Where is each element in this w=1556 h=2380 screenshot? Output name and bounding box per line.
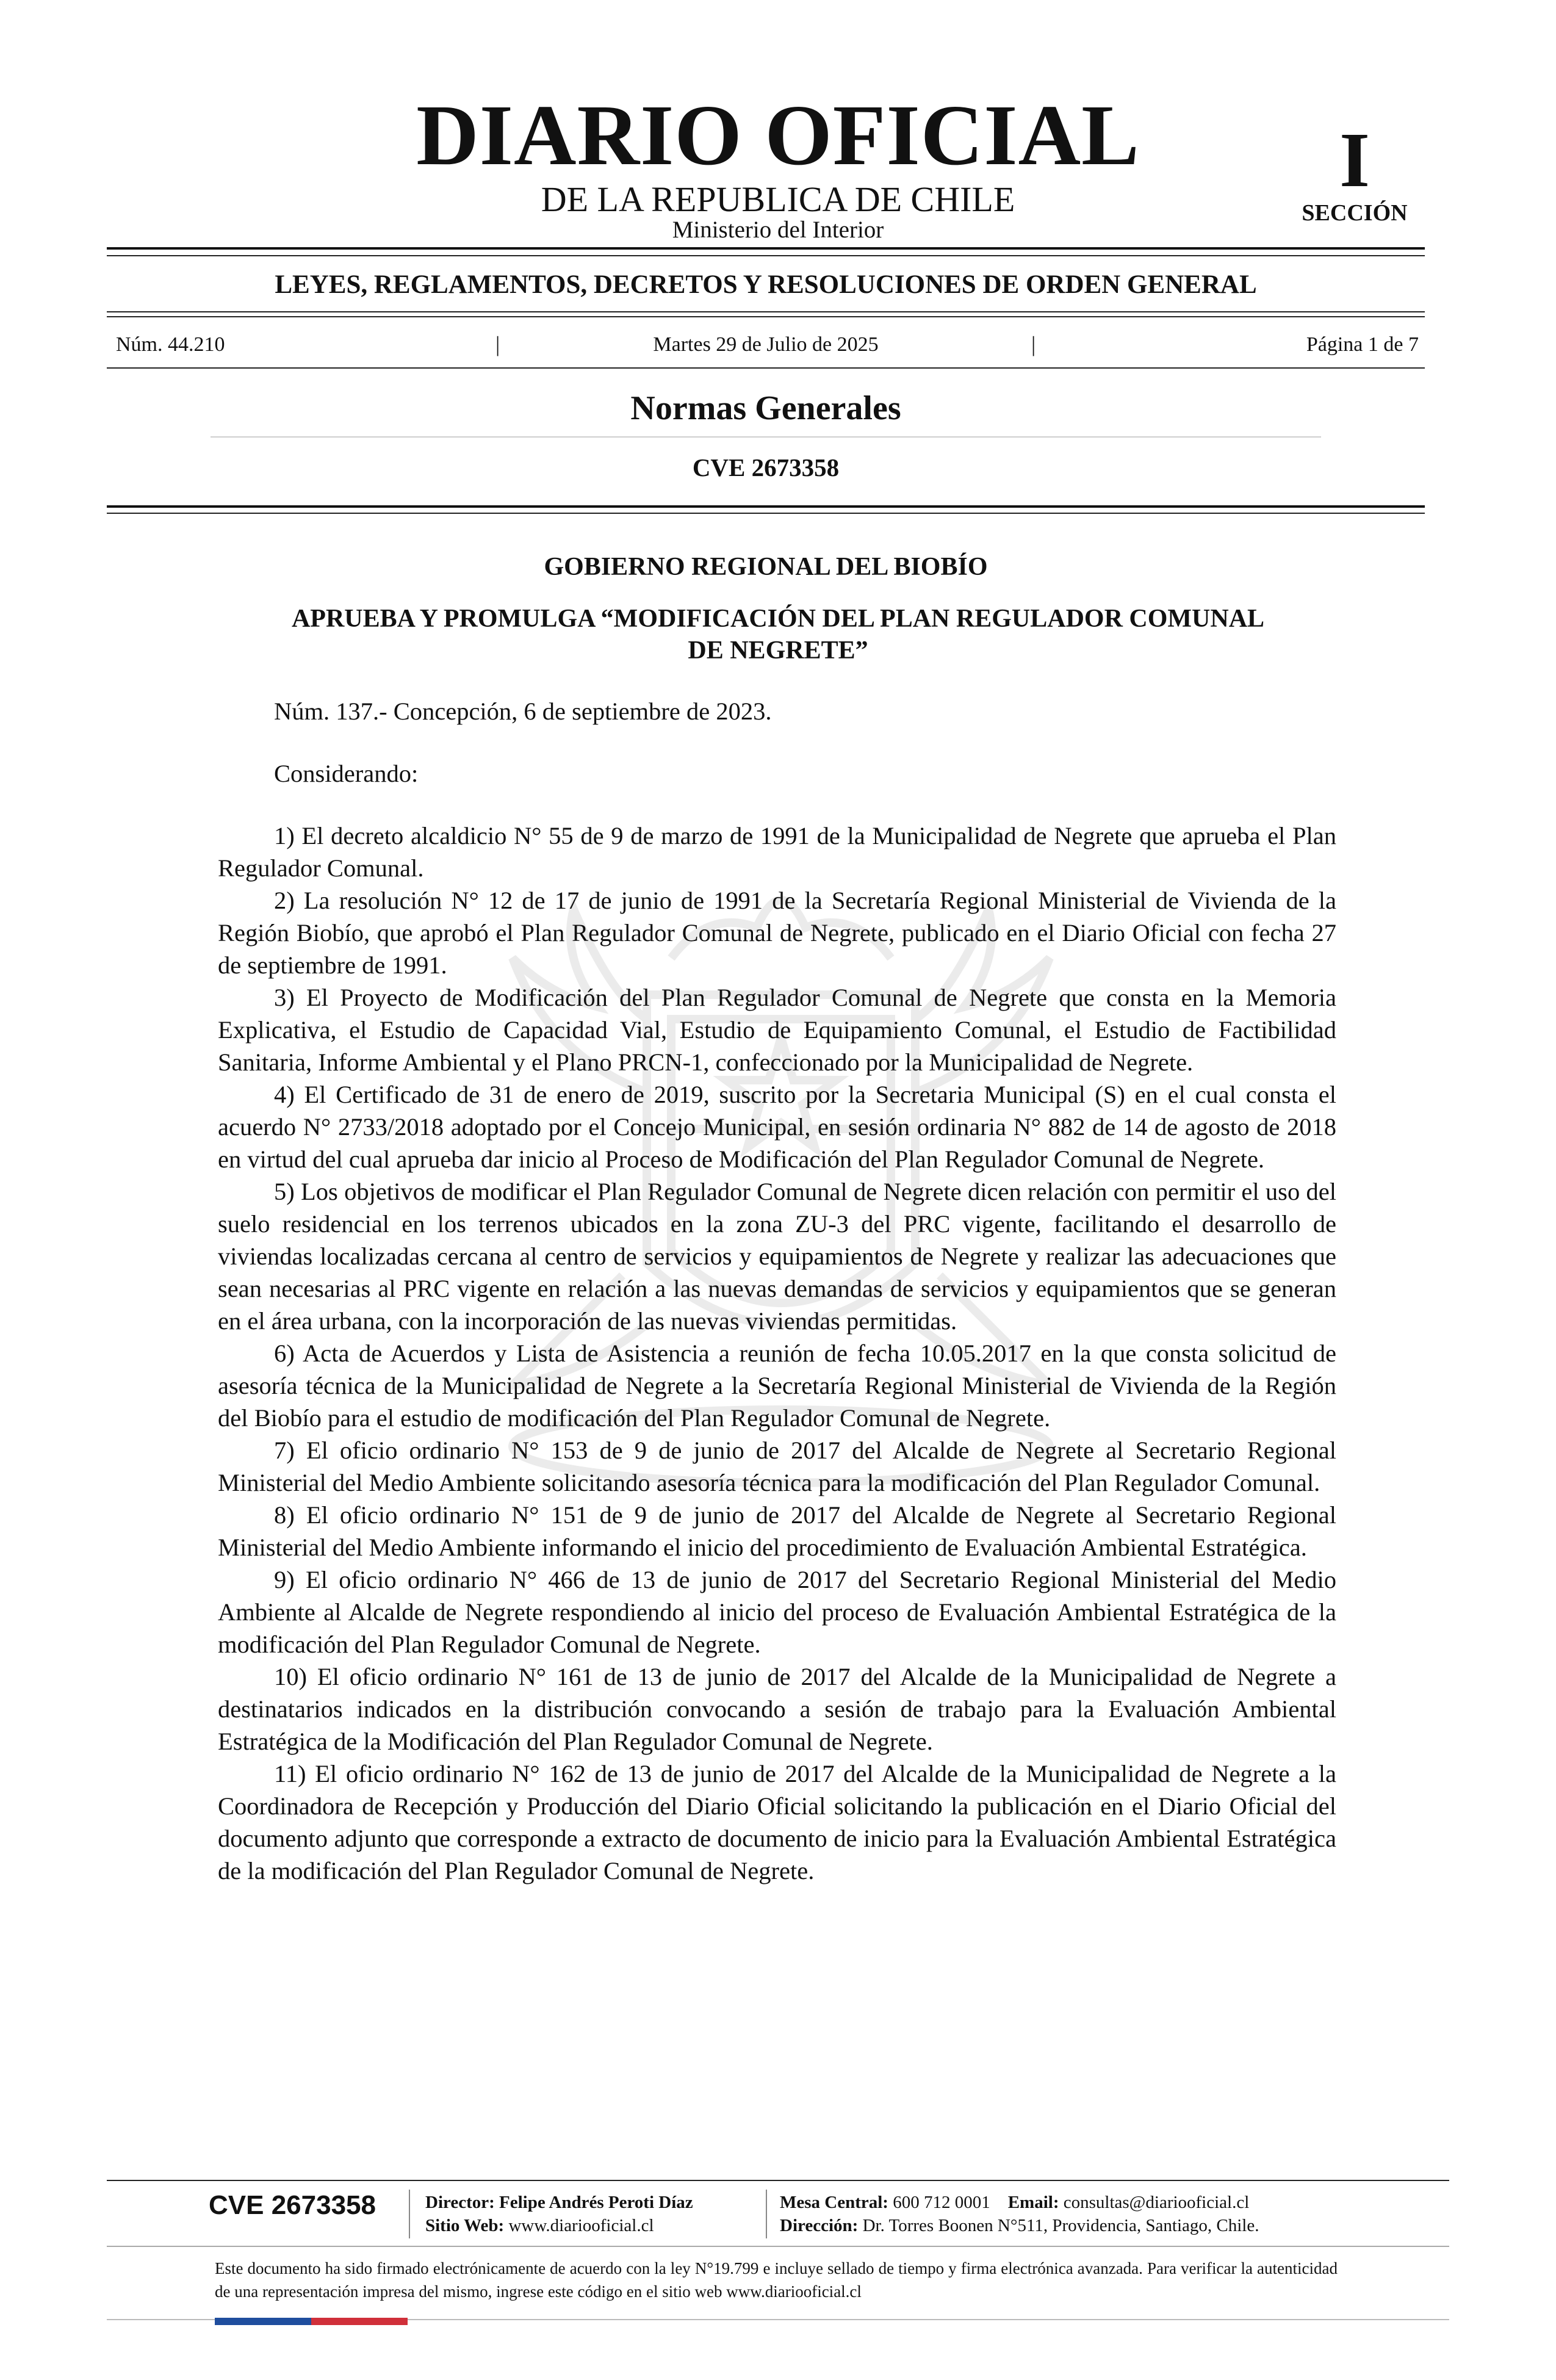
masthead-rule-top [107, 247, 1425, 250]
footer-director-block [425, 2191, 693, 2237]
email-link[interactable]: consultas@diariooficial.cl [1063, 2193, 1250, 2212]
decree-number-date: Núm. 137.- Concepción, 6 de septiembre de 2023. [274, 698, 772, 725]
paragraph: 3) El Proyecto de Modificación del Plan Regulador Comunal de Negrete que consta en la Memoria Explicativa, el Estudio de Capacidad Vial, Estudio de Equipamiento Comunal, el Estudio de Factibilidad Sanitaria, Informe Ambiental y el Plano PRCN-1, confeccionado por la Municipalidad de Negrete. [218, 984, 1336, 1076]
director-name: Felipe Andrés Peroti Díaz [499, 2193, 693, 2212]
website-link[interactable]: www.diariooficial.cl [508, 2216, 654, 2235]
document-title-line-2: DE NEGRETE” [688, 636, 868, 665]
newspaper-subtitle: DE LA REPUBLICA DE CHILE [541, 179, 1015, 219]
paragraph: 4) El Certificado de 31 de enero de 2019, suscrito por la Secretaria Municipal (S) en el cual consta el acuerdo N° 2733/2018 adoptado por el Concejo Municipal, en sesión ordinaria N° 882 de 14 de agosto de 2018 en virtud del cual aprueba dar inicio al Proceso de Modificación del Plan Regulador Comunal de Negrete. [218, 1081, 1336, 1173]
address-label: Dirección: [780, 2216, 859, 2235]
section-heading: Normas Generales [630, 389, 901, 427]
issue-date: Martes 29 de Julio de 2025 [653, 333, 879, 356]
director-label: Director: [425, 2193, 495, 2212]
footer-divider-1 [409, 2190, 410, 2238]
document-title [220, 603, 1336, 666]
issue-separator-right: | [1031, 332, 1036, 356]
footer-rule-mid [107, 2246, 1449, 2247]
paragraph: 8) El oficio ordinario N° 151 de 9 de junio de 2017 del Alcalde de Negrete al Secretario Regional Ministerial del Medio Ambiente informando el inicio del procedimiento de Evaluación Ambiental Estratégica. [218, 1501, 1336, 1561]
category-rule-1 [107, 311, 1425, 312]
flag-stripe-red [311, 2318, 408, 2325]
address-value: Dr. Torres Boonen N°511, Providencia, Santiago, Chile. [862, 2216, 1259, 2235]
email-label: Email: [1007, 2193, 1059, 2212]
flag-stripe-blue [215, 2318, 311, 2325]
issue-separator-left: | [495, 332, 500, 356]
paragraph: 1) El decreto alcaldicio N° 55 de 9 de marzo de 1991 de la Municipalidad de Negrete que aprueba el Plan Regulador Comunal. [218, 822, 1336, 882]
website-label: Sitio Web: [425, 2216, 505, 2235]
section-label: SECCIÓN [1302, 200, 1408, 226]
issue-rule [107, 367, 1425, 369]
paragraph: 7) El oficio ordinario N° 153 de 9 de junio de 2017 del Alcalde de Negrete al Secretario Regional Ministerial del Medio Ambiente solicitando asesoría técnica para la modificación del Plan Regulador Comunal. [218, 1437, 1336, 1496]
paragraph: 11) El oficio ordinario N° 162 de 13 de junio de 2017 del Alcalde de la Municipalidad de Negrete a la Coordinadora de Recepción y Producción del Diario Oficial solicitando la publicación en el Diario Oficial del documento adjunto que corresponde a extracto de documento de inicio para la Evaluación Ambiental Estratégica de la modificación del Plan Regulador Comunal de Negrete. [218, 1760, 1336, 1884]
masthead-rule-top-thin [107, 255, 1425, 256]
section-number: I [1339, 117, 1370, 203]
issuer-heading: GOBIERNO REGIONAL DEL BIOBÍO [544, 553, 988, 581]
footer-contact-block [780, 2191, 1259, 2237]
ministry-label: Ministerio del Interior [672, 217, 884, 243]
paragraph: 6) Acta de Acuerdos y Lista de Asistencia a reunión de fecha 10.05.2017 en la que consta solicitud de asesoría técnica de la Municipalidad de Negrete a la Secretaría Regional Ministerial de Vivienda de la Región del Biobío para el estudio de modificación del Plan Regulador Comunal de Negrete. [218, 1340, 1336, 1432]
newspaper-title: DIARIO OFICIAL [416, 87, 1140, 183]
footer-legal-note: Este documento ha sido firmado electrónicamente de acuerdo con la ley N°19.799 e incluye sellado de tiempo y firma electrónica avanzada. Para verificar la autenticidad de una representación impresa del mismo, ingrese este código en el sitio web www.diariooficial.cl [215, 2259, 1338, 2301]
paragraph: 2) La resolución N° 12 de 17 de junio de 1991 de la Secretaría Regional Ministerial de Vivienda de la Región Biobío, que aprobó el Plan Regulador Comunal de Negrete, publicado en el Diario Oficial con fecha 27 de septiembre de 1991. [218, 887, 1336, 979]
phone-label: Mesa Central: [780, 2193, 888, 2212]
considerando-label: Considerando: [274, 760, 419, 787]
phone-number: 600 712 0001 [893, 2193, 990, 2212]
header-rule-bottom-1 [107, 505, 1425, 508]
issue-page: Página 1 de 7 [1306, 333, 1419, 356]
footer-cve-code: CVE 2673358 [209, 2190, 376, 2220]
section-heading-rule [211, 436, 1321, 438]
paragraph: 5) Los objetivos de modificar el Plan Regulador Comunal de Negrete dicen relación con permitir el uso del suelo residencial en los terrenos ubicados en la zona ZU-3 del PRC vigente, facilitando el desarrollo de viviendas localizadas cercana al centro de servicios y equipamientos de Negrete y realizar las adecuaciones que sean necesarias al PRC vigente en relación a las nuevas demandas de servicios y equipamientos que se generan en el área urbana, con la incorporación de las nuevas viviendas permitidas. [218, 1178, 1336, 1335]
considerando-paragraphs [218, 820, 1336, 1887]
header-rule-bottom-2 [107, 513, 1425, 514]
paragraph: 10) El oficio ordinario N° 161 de 13 de junio de 2017 del Alcalde de la Municipalidad de Negrete a destinatarios indicados en la distribución convocando a sesión de trabajo para la Evaluación Ambiental Estratégica de la Modificación del Plan Regulador Comunal de Negrete. [218, 1663, 1336, 1755]
footer-rule-top [107, 2180, 1449, 2181]
cve-code: CVE 2673358 [692, 453, 840, 481]
paragraph: 9) El oficio ordinario N° 466 de 13 de junio de 2017 del Secretario Regional Ministerial del Medio Ambiente al Alcalde de Negrete respondiendo al inicio del proceso de Evaluación Ambiental Estratégica de la modificación del Plan Regulador Comunal de Negrete. [218, 1566, 1336, 1658]
document-title-line-1: APRUEBA Y PROMULGA “MODIFICACIÓN DEL PLAN REGULADOR COMUNAL [291, 605, 1265, 633]
category-heading: LEYES, REGLAMENTOS, DECRETOS Y RESOLUCIONES DE ORDEN GENERAL [275, 270, 1257, 299]
footer-divider-2 [766, 2190, 767, 2238]
issue-number: Núm. 44.210 [116, 333, 225, 356]
category-rule-2 [107, 316, 1425, 317]
